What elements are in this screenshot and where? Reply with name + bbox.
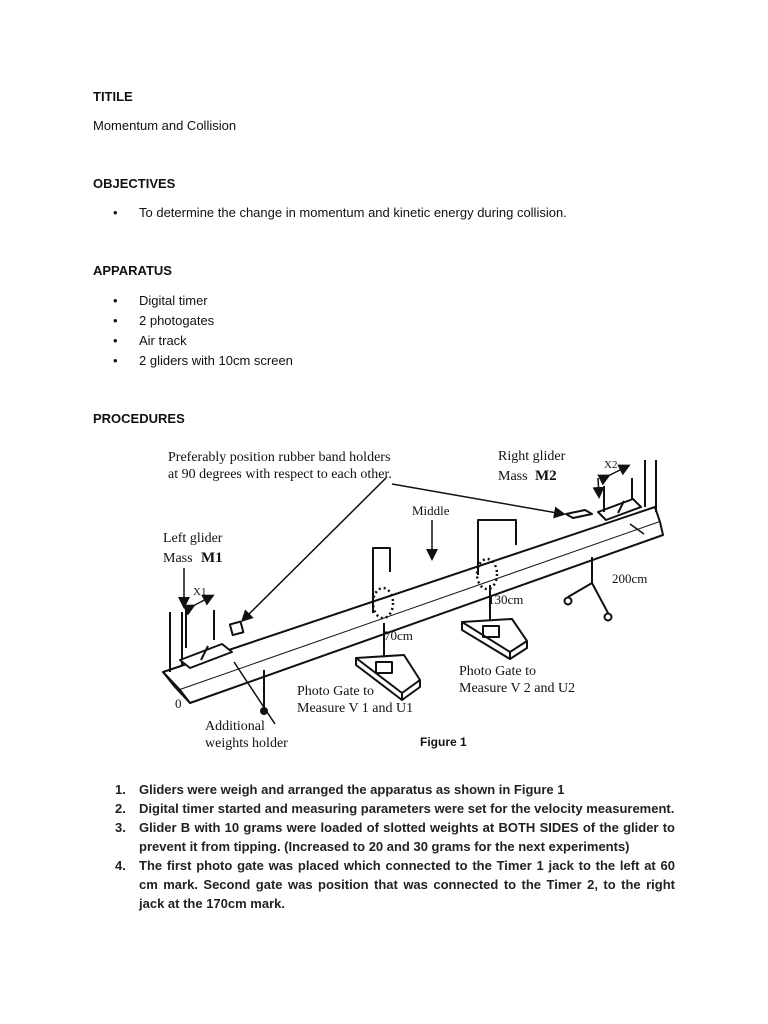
step-number: 4. xyxy=(115,858,126,873)
left-glider-mass-word: Mass xyxy=(163,551,193,566)
step-text: The first photo gate was placed which connected to the Timer 1 jack to the left at 60 cm mark. Second gate was position that was connected to the Timer 2, to the right jack at the 170cm mark. xyxy=(139,858,675,911)
procedure-step xyxy=(115,799,675,818)
procedure-step xyxy=(115,856,675,913)
air-track xyxy=(163,507,660,690)
mass-m2-label: M2 xyxy=(535,468,557,484)
objective-item: • To determine the change in momentum and kinetic energy during collision. xyxy=(93,203,567,223)
air-track-side xyxy=(180,522,663,703)
step-text: Digital timer started and measuring parameters were set for the velocity measurement. xyxy=(139,801,675,816)
mark-130cm: 130cm xyxy=(488,592,524,607)
m2-arrow xyxy=(598,478,599,496)
left-glider-label: Left glider xyxy=(163,531,223,546)
x1-label: X1 xyxy=(193,586,207,598)
mark-0: 0 xyxy=(175,696,182,711)
right-support-foot xyxy=(565,598,572,605)
title-text: Momentum and Collision xyxy=(93,118,237,133)
gate2-label-line1: Photo Gate to xyxy=(459,664,536,679)
mark-70cm: 70cm xyxy=(384,628,413,643)
weights-label-line2: weights holder xyxy=(205,736,288,751)
mark-200cm: 200cm xyxy=(612,571,648,586)
procedure-step xyxy=(115,818,675,856)
note-line2: at 90 degrees with respect to each other. xyxy=(168,467,392,482)
title-heading: TITILE xyxy=(93,89,133,104)
rubber-band-holder-right xyxy=(566,510,592,518)
apparatus-item: • Digital timer xyxy=(93,291,293,311)
right-glider-label: Right glider xyxy=(498,449,566,464)
left-glider-flags xyxy=(186,610,214,648)
step-text: Glider B with 10 grams were loaded of slotted weights at BOTH SIDES of the glider to prevent it from tipping. (Increased to 20 and 30 grams for the next experiments) xyxy=(139,820,675,854)
middle-label: Middle xyxy=(412,503,450,518)
right-support-foot xyxy=(605,614,612,621)
figure-caption: Figure 1 xyxy=(420,735,467,749)
rubber-band-holder-left xyxy=(230,622,243,635)
apparatus-item: • Air track xyxy=(93,331,293,351)
apparatus-item: • 2 photogates xyxy=(93,311,293,331)
right-glider-mass-word: Mass xyxy=(498,469,528,484)
step-text: Gliders were weigh and arranged the apparatus as shown in Figure 1 xyxy=(139,782,565,797)
note-arrow-left xyxy=(243,478,386,620)
gate1-label-line1: Photo Gate to xyxy=(297,684,374,699)
gate2-label-line2: Measure V 2 and U2 xyxy=(459,681,576,696)
x2-label: X2 xyxy=(604,459,618,471)
weights-label-line1: Additional xyxy=(205,719,265,734)
apparatus-item: • 2 gliders with 10cm screen xyxy=(93,351,293,371)
gate1-label-line2: Measure V 1 and U1 xyxy=(297,701,414,716)
step-number: 2. xyxy=(115,801,126,816)
procedures-heading: PROCEDURES xyxy=(93,411,185,426)
procedure-step xyxy=(115,780,675,799)
step-number: 1. xyxy=(115,782,126,797)
objectives-heading: OBJECTIVES xyxy=(93,176,176,191)
mass-m1-label: M1 xyxy=(201,550,223,566)
note-line1: Preferably position rubber band holders xyxy=(168,450,391,465)
step-number: 3. xyxy=(115,820,126,835)
apparatus-heading: APPARATUS xyxy=(93,263,172,278)
procedure-steps xyxy=(115,780,675,913)
